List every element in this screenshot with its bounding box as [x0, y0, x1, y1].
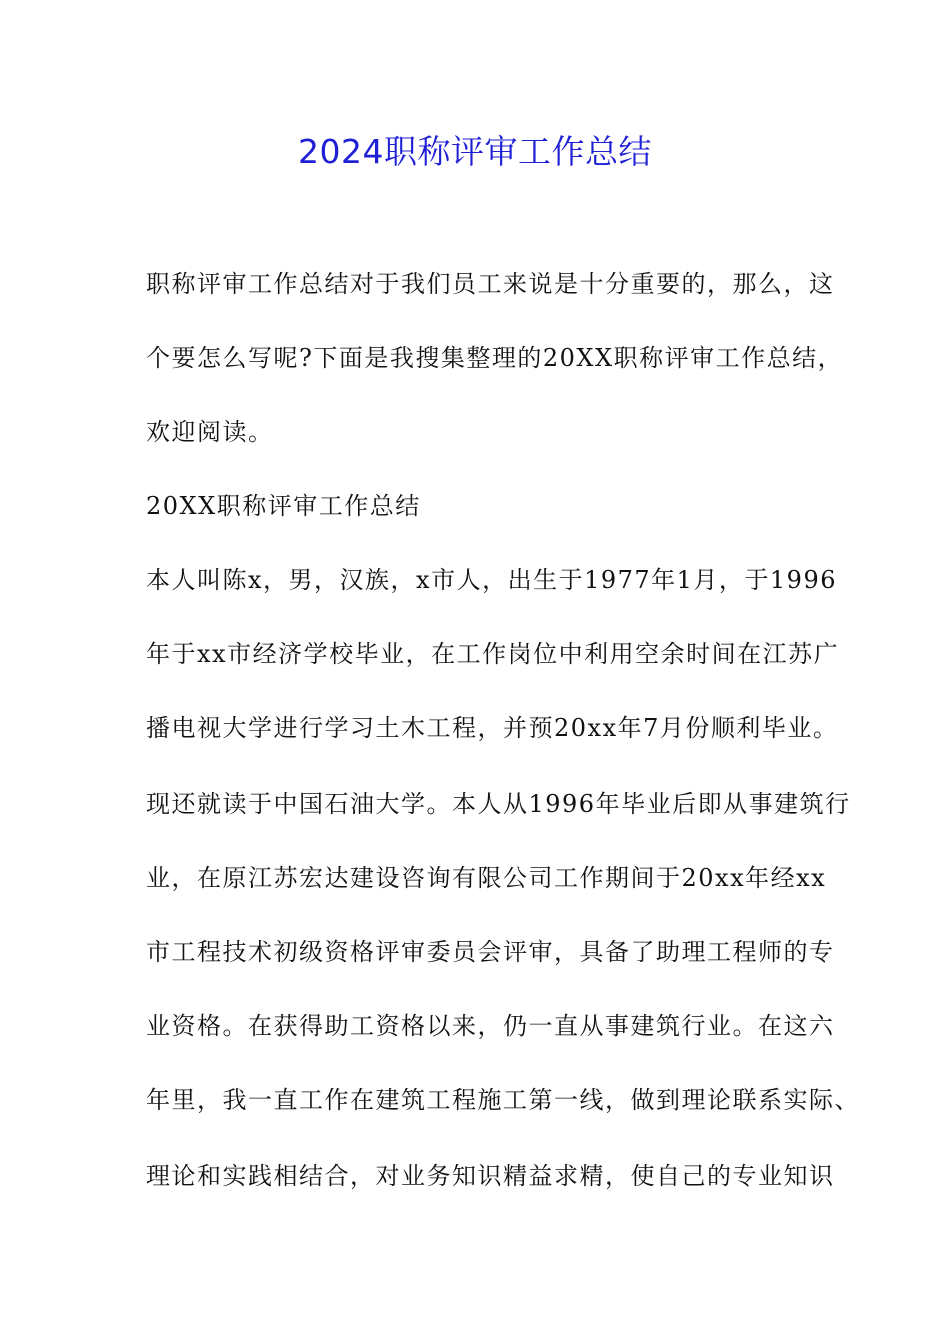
section-heading: 20XX职称评审工作总结	[146, 492, 421, 520]
paragraph-line: 现还就读于中国石油大学。本人从1996年毕业后即从事建筑行	[146, 790, 851, 818]
paragraph-line: 年里，我一直工作在建筑工程施工第一线，做到理论联系实际、	[146, 1086, 860, 1114]
paragraph-line: 业资格。在获得助工资格以来，仍一直从事建筑行业。在这六	[146, 1012, 835, 1040]
paragraph-line: 职称评审工作总结对于我们员工来说是十分重要的，那么，这	[146, 270, 835, 298]
paragraph-line: 本人叫陈x，男，汉族，x市人，出生于1977年1月，于1996	[146, 566, 837, 594]
paragraph-line: 年于xx市经济学校毕业，在工作岗位中利用空余时间在江苏广	[146, 640, 840, 668]
paragraph-line: 业，在原江苏宏达建设咨询有限公司工作期间于20xx年经xx	[146, 864, 827, 892]
paragraph-line: 个要怎么写呢?下面是我搜集整理的20XX职称评审工作总结，	[146, 344, 844, 372]
document-title: 2024职称评审工作总结	[298, 132, 652, 171]
paragraph-line: 欢迎阅读。	[146, 418, 274, 446]
paragraph-line: 播电视大学进行学习土木工程，并预20xx年7月份顺利毕业。	[146, 714, 839, 742]
paragraph-line: 理论和实践相结合，对业务知识精益求精，使自己的专业知识	[146, 1162, 835, 1190]
paragraph-line: 市工程技术初级资格评审委员会评审，具备了助理工程师的专	[146, 938, 835, 966]
